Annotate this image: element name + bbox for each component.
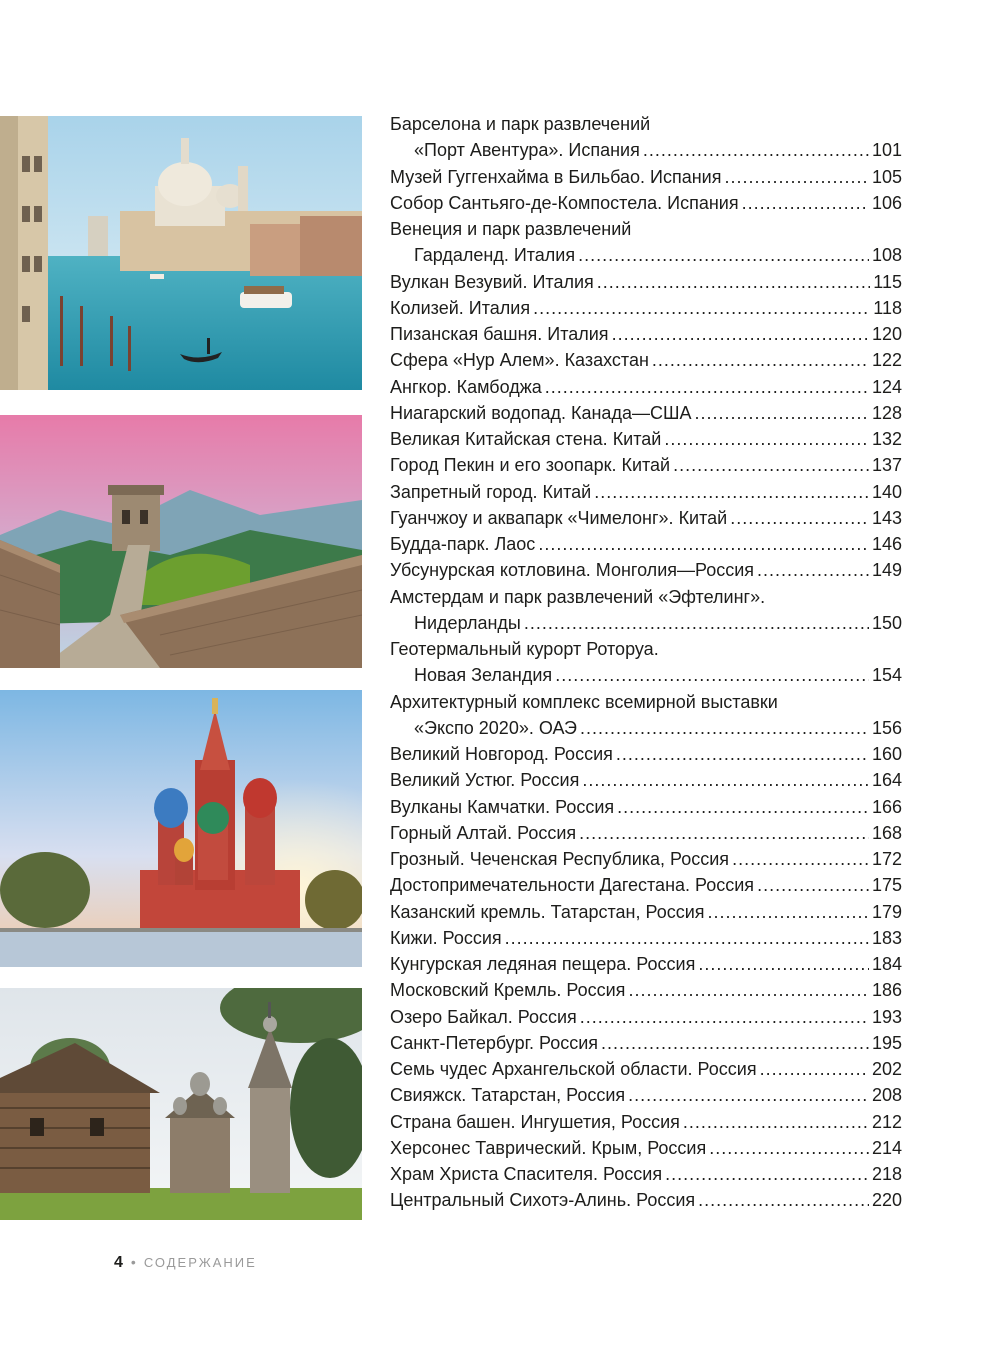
toc-entry <box>390 557 902 583</box>
toc-leader-dots <box>698 1187 869 1213</box>
toc-entry-page: 218 <box>871 1164 902 1184</box>
toc-leader-dots <box>698 951 869 977</box>
toc-entry-page: 143 <box>871 507 902 528</box>
toc-entry <box>390 899 902 925</box>
toc-entry-page: 118 <box>873 297 902 318</box>
toc-entry-title: Будда-парк. Лаос <box>390 534 536 554</box>
toc-entry-title: Венеция и парк развлечений <box>390 219 632 239</box>
photo-wooden-churches <box>0 988 362 1220</box>
toc-leader-dots <box>594 479 869 505</box>
toc-entry-page: 184 <box>871 954 902 974</box>
toc-entry-page: 186 <box>871 980 902 1001</box>
toc-leader-dots <box>533 295 870 321</box>
toc-entry-title: Семь чудес Архангельской области. Россия <box>390 1059 757 1079</box>
toc-entry <box>390 479 902 505</box>
toc-entry-page: 168 <box>871 822 902 843</box>
toc-entry-page: 214 <box>871 1137 902 1158</box>
toc-leader-dots <box>732 846 869 872</box>
toc-entry-title: Великая Китайская стена. Китай <box>390 429 662 449</box>
toc-entry <box>390 321 902 347</box>
toc-leader-dots <box>664 426 869 452</box>
toc-leader-dots <box>709 1135 869 1161</box>
toc-leader-dots <box>643 137 869 163</box>
toc-entry-title: Нидерланды <box>414 612 521 633</box>
toc-entry-page: 160 <box>871 744 902 764</box>
toc-entry-page: 220 <box>871 1190 902 1211</box>
toc-entry <box>390 1135 902 1161</box>
toc-leader-dots <box>580 715 869 741</box>
toc-entry-title: Гардаленд. Италия <box>414 245 576 266</box>
toc-entry-page: 122 <box>871 350 902 371</box>
toc-entry-page: 172 <box>871 849 902 869</box>
toc-entry-page: 106 <box>871 192 902 213</box>
toc-entry <box>390 610 902 636</box>
toc-entry-title: Вулканы Камчатки. Россия <box>390 796 615 817</box>
toc-entry <box>390 190 902 216</box>
toc-leader-dots <box>757 557 869 583</box>
toc-entry-title: Центральный Сихотэ-Алинь. Россия <box>390 1190 696 1211</box>
toc-entry-page: 101 <box>871 140 902 161</box>
toc-leader-dots <box>524 610 869 636</box>
toc-entry-page: 154 <box>871 665 902 686</box>
toc-entry <box>390 636 902 662</box>
toc-entry-title: Кунгурская ледяная пещера. Россия <box>390 954 696 974</box>
toc-entry-title: «Экспо 2020». ОАЭ <box>414 717 577 738</box>
toc-entry-page: 202 <box>871 1059 902 1079</box>
toc-entry <box>390 820 902 846</box>
toc-leader-dots <box>505 925 869 951</box>
toc-entry-title: Московский Кремль. Россия <box>390 980 626 1001</box>
toc-entry-page: 175 <box>871 875 902 896</box>
toc-entry-title: Грозный. Чеченская Республика, Россия <box>390 849 730 869</box>
toc-entry <box>390 269 902 295</box>
photo-st-basils-cathedral <box>0 690 362 967</box>
toc-entry <box>390 689 902 715</box>
toc-entry <box>390 951 902 977</box>
toc-leader-dots <box>597 269 871 295</box>
toc-entry <box>390 1030 902 1056</box>
toc-leader-dots <box>538 531 869 557</box>
toc-entry-page: 137 <box>871 455 902 476</box>
toc-entry-page: 146 <box>871 534 902 554</box>
toc-entry-title: Убсунурская котловина. Монголия—Россия <box>390 560 755 581</box>
toc-entry-page: 128 <box>871 402 902 423</box>
toc-entry <box>390 767 902 793</box>
toc-leader-dots <box>580 1004 869 1030</box>
toc-entry-title: Санкт-Петербург. Россия <box>390 1032 599 1053</box>
toc-leader-dots <box>742 190 869 216</box>
toc-entry-title: «Порт Авентура». Испания <box>414 140 640 161</box>
toc-entry <box>390 426 902 452</box>
toc-entry <box>390 295 902 321</box>
toc-leader-dots <box>724 164 868 190</box>
toc-entry-title: Великий Устюг. Россия <box>390 770 580 791</box>
toc-entry-title: Собор Сантьяго-де-Компостела. Испания <box>390 192 739 213</box>
toc-entry-title: Кижи. Россия <box>390 927 502 948</box>
toc-entry-page: 150 <box>871 612 902 633</box>
toc-leader-dots <box>555 662 869 688</box>
toc-entry-title: Пизанская башня. Италия <box>390 324 609 344</box>
footer-bullet: • <box>130 1254 136 1270</box>
photo-venice-grand-canal <box>0 116 362 390</box>
toc-leader-dots <box>579 820 869 846</box>
toc-entry <box>390 1082 902 1108</box>
toc-leader-dots <box>683 1109 869 1135</box>
toc-leader-dots <box>578 242 869 268</box>
toc-entry-page: 156 <box>871 717 902 738</box>
toc-entry-title: Храм Христа Спасителя. Россия <box>390 1164 663 1184</box>
table-of-contents <box>390 111 902 1214</box>
toc-entry <box>390 400 902 426</box>
toc-entry-title: Запретный город. Китай <box>390 481 592 502</box>
toc-entry-title: Свияжск. Татарстан, Россия <box>390 1085 626 1106</box>
toc-entry <box>390 531 902 557</box>
toc-entry-title: Геотермальный курорт Роторуа. <box>390 639 659 659</box>
toc-leader-dots <box>545 374 869 400</box>
toc-entry <box>390 584 902 610</box>
toc-entry-page: 115 <box>873 271 902 292</box>
toc-leader-dots <box>616 741 869 767</box>
toc-leader-dots <box>628 1082 869 1108</box>
toc-leader-dots <box>665 1161 869 1187</box>
toc-entry-title: Ангкор. Камбоджа <box>390 376 542 397</box>
toc-entry-title: Колизей. Италия <box>390 297 531 318</box>
toc-entry-title: Новая Зеландия <box>414 665 553 686</box>
toc-entry-page: 208 <box>871 1085 902 1106</box>
toc-leader-dots <box>673 452 869 478</box>
toc-entry-title: Херсонес Таврический. Крым, Россия <box>390 1137 707 1158</box>
toc-entry <box>390 794 902 820</box>
toc-leader-dots <box>652 347 869 373</box>
toc-entry <box>390 216 902 242</box>
toc-entry-title: Барселона и парк развлечений <box>390 114 651 134</box>
toc-entry-page: 108 <box>871 245 902 266</box>
toc-entry-title: Гуанчжоу и аквапарк «Чимелонг». Китай <box>390 507 728 528</box>
toc-entry-page: 140 <box>871 481 902 502</box>
toc-entry-title: Музей Гуггенхайма в Бильбао. Испания <box>390 166 722 187</box>
toc-entry <box>390 111 902 137</box>
toc-entry <box>390 1004 902 1030</box>
toc-entry-page: 195 <box>871 1032 902 1053</box>
toc-entry <box>390 872 902 898</box>
toc-entry <box>390 505 902 531</box>
toc-entry <box>390 347 902 373</box>
toc-entry-title: Горный Алтай. Россия <box>390 822 577 843</box>
toc-entry <box>390 164 902 190</box>
toc-entry <box>390 925 902 951</box>
toc-entry-page: 149 <box>871 560 902 581</box>
toc-entry <box>390 741 902 767</box>
toc-entry-page: 166 <box>871 796 902 817</box>
toc-entry <box>390 1056 902 1082</box>
toc-entry-title: Казанский кремль. Татарстан, Россия <box>390 901 705 922</box>
toc-entry-page: 124 <box>871 376 902 397</box>
toc-entry-title: Ниагарский водопад. Канада—США <box>390 402 692 423</box>
toc-leader-dots <box>617 794 869 820</box>
toc-leader-dots <box>582 767 869 793</box>
section-title: СОДЕРЖАНИЕ <box>143 1255 257 1270</box>
toc-entry-page: 212 <box>871 1111 902 1132</box>
toc-entry-page: 132 <box>871 429 902 449</box>
toc-entry <box>390 846 902 872</box>
toc-entry <box>390 1187 902 1213</box>
toc-entry-title: Страна башен. Ингушетия, Россия <box>390 1111 680 1132</box>
toc-entry-title: Вулкан Везувий. Италия <box>390 271 594 292</box>
toc-entry-title: Амстердам и парк развлечений «Эфтелинг». <box>390 586 766 607</box>
toc-entry <box>390 977 902 1003</box>
toc-leader-dots <box>760 1056 869 1082</box>
toc-entry <box>390 662 902 688</box>
toc-entry <box>390 242 902 268</box>
toc-entry-title: Город Пекин и его зоопарк. Китай <box>390 455 671 476</box>
toc-entry-page: 179 <box>871 901 902 922</box>
toc-entry <box>390 137 902 163</box>
toc-entry-page: 164 <box>871 770 902 791</box>
toc-entry-title: Сфера «Нур Алем». Казахстан <box>390 350 649 371</box>
toc-entry-page: 120 <box>871 324 902 344</box>
toc-entry-page: 105 <box>871 166 902 187</box>
toc-entry <box>390 1161 902 1187</box>
toc-entry <box>390 1109 902 1135</box>
page-number: 4 <box>114 1254 123 1271</box>
toc-entry-title: Озеро Байкал. Россия <box>390 1006 577 1027</box>
toc-entry-title: Великий Новгород. Россия <box>390 744 613 764</box>
toc-leader-dots <box>708 899 869 925</box>
toc-entry <box>390 452 902 478</box>
toc-entry-page: 183 <box>871 927 902 948</box>
photo-great-wall <box>0 415 362 668</box>
toc-leader-dots <box>612 321 869 347</box>
toc-entry <box>390 715 902 741</box>
toc-entry-title: Архитектурный комплекс всемирной выставки <box>390 691 778 712</box>
toc-leader-dots <box>601 1030 869 1056</box>
toc-entry <box>390 374 902 400</box>
toc-entry-page: 193 <box>871 1006 902 1027</box>
toc-leader-dots <box>694 400 868 426</box>
toc-leader-dots <box>757 872 869 898</box>
page-footer <box>114 1254 257 1272</box>
toc-leader-dots <box>628 977 869 1003</box>
toc-entry-title: Достопримечательности Дагестана. Россия <box>390 875 755 896</box>
toc-leader-dots <box>730 505 869 531</box>
